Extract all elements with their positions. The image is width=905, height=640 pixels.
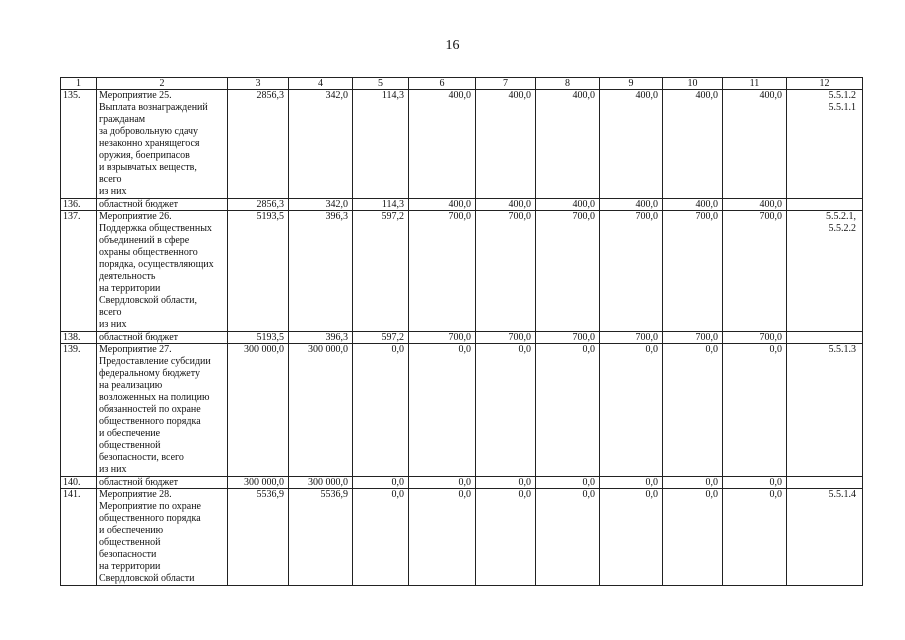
value-cell: 300 000,0 xyxy=(289,344,353,477)
value-cell: 700,0 xyxy=(663,211,723,332)
value-cell: 342,0 xyxy=(289,199,353,211)
value-cell: 0,0 xyxy=(663,489,723,586)
value-cell: 300 000,0 xyxy=(228,477,289,489)
column-header: 9 xyxy=(600,78,663,90)
value-cell: 396,3 xyxy=(289,332,353,344)
column-header: 3 xyxy=(228,78,289,90)
value-cell: 400,0 xyxy=(723,90,787,199)
column-header: 4 xyxy=(289,78,353,90)
table-row-subtotal xyxy=(61,477,863,489)
column-header: 7 xyxy=(476,78,536,90)
value-cell: 0,0 xyxy=(600,477,663,489)
row-number: 135. xyxy=(61,90,97,199)
value-cell: 342,0 xyxy=(289,90,353,199)
column-header: 8 xyxy=(536,78,600,90)
value-cell: 700,0 xyxy=(600,211,663,332)
value-cell: 396,3 xyxy=(289,211,353,332)
column-header: 6 xyxy=(409,78,476,90)
value-cell: 700,0 xyxy=(600,332,663,344)
value-cell: 700,0 xyxy=(476,332,536,344)
value-cell: 5536,9 xyxy=(289,489,353,586)
row-label: Мероприятие 25. Выплата вознаграждений гражданам за добровольную сдачу незаконно хранящегося оружия, боеприпасов и взрывчатых веществ, всего из них xyxy=(97,90,228,199)
row-label: областной бюджет xyxy=(97,332,228,344)
value-cell: 0,0 xyxy=(723,477,787,489)
value-cell: 0,0 xyxy=(663,344,723,477)
column-header: 12 xyxy=(787,78,863,90)
value-cell: 0,0 xyxy=(536,489,600,586)
value-cell: 0,0 xyxy=(409,477,476,489)
row-number: 139. xyxy=(61,344,97,477)
value-cell: 400,0 xyxy=(663,90,723,199)
value-cell: 400,0 xyxy=(536,90,600,199)
value-cell: 5193,5 xyxy=(228,211,289,332)
value-cell: 700,0 xyxy=(476,211,536,332)
value-cell: 0,0 xyxy=(663,477,723,489)
value-cell: 2856,3 xyxy=(228,199,289,211)
value-cell: 400,0 xyxy=(409,199,476,211)
value-cell: 0,0 xyxy=(600,344,663,477)
value-cell: 597,2 xyxy=(353,211,409,332)
program-code: 5.5.1.4 xyxy=(787,489,863,586)
program-code xyxy=(787,477,863,489)
header-row xyxy=(61,78,863,90)
value-cell: 5536,9 xyxy=(228,489,289,586)
value-cell: 5193,5 xyxy=(228,332,289,344)
value-cell: 300 000,0 xyxy=(228,344,289,477)
value-cell: 597,2 xyxy=(353,332,409,344)
program-code: 5.5.1.3 xyxy=(787,344,863,477)
value-cell: 0,0 xyxy=(409,344,476,477)
table-row-measure xyxy=(61,489,863,586)
value-cell: 114,3 xyxy=(353,199,409,211)
value-cell: 0,0 xyxy=(353,477,409,489)
value-cell: 700,0 xyxy=(409,211,476,332)
value-cell: 0,0 xyxy=(353,344,409,477)
value-cell: 700,0 xyxy=(536,211,600,332)
value-cell: 0,0 xyxy=(476,344,536,477)
row-number: 138. xyxy=(61,332,97,344)
row-number: 140. xyxy=(61,477,97,489)
row-number: 141. xyxy=(61,489,97,586)
value-cell: 0,0 xyxy=(409,489,476,586)
column-header: 11 xyxy=(723,78,787,90)
program-code xyxy=(787,199,863,211)
value-cell: 400,0 xyxy=(600,199,663,211)
value-cell: 0,0 xyxy=(536,344,600,477)
budget-table xyxy=(60,77,863,586)
column-header: 10 xyxy=(663,78,723,90)
row-label: областной бюджет xyxy=(97,477,228,489)
column-header: 2 xyxy=(97,78,228,90)
value-cell: 2856,3 xyxy=(228,90,289,199)
value-cell: 0,0 xyxy=(353,489,409,586)
table-row-subtotal xyxy=(61,199,863,211)
table-row-subtotal xyxy=(61,332,863,344)
value-cell: 700,0 xyxy=(723,332,787,344)
row-number: 136. xyxy=(61,199,97,211)
program-code: 5.5.2.1, 5.5.2.2 xyxy=(787,211,863,332)
value-cell: 0,0 xyxy=(476,477,536,489)
value-cell: 700,0 xyxy=(536,332,600,344)
row-number: 137. xyxy=(61,211,97,332)
table-row-measure xyxy=(61,344,863,477)
value-cell: 700,0 xyxy=(663,332,723,344)
value-cell: 400,0 xyxy=(476,199,536,211)
row-label: Мероприятие 28. Мероприятие по охране общественного порядка и обеспечению общественной безопасности на территории Свердловской области xyxy=(97,489,228,586)
value-cell: 700,0 xyxy=(723,211,787,332)
value-cell: 400,0 xyxy=(476,90,536,199)
row-label: Мероприятие 27. Предоставление субсидии федеральному бюджету на реализацию возложенных на полицию обязанностей по охране общественного порядка и обеспечение общественной безопасности, всего из них xyxy=(97,344,228,477)
value-cell: 0,0 xyxy=(723,344,787,477)
value-cell: 400,0 xyxy=(663,199,723,211)
column-header: 5 xyxy=(353,78,409,90)
column-header: 1 xyxy=(61,78,97,90)
value-cell: 400,0 xyxy=(723,199,787,211)
value-cell: 400,0 xyxy=(600,90,663,199)
table-row-measure xyxy=(61,90,863,199)
program-code: 5.5.1.2 5.5.1.1 xyxy=(787,90,863,199)
value-cell: 114,3 xyxy=(353,90,409,199)
value-cell: 0,0 xyxy=(536,477,600,489)
value-cell: 700,0 xyxy=(409,332,476,344)
program-code xyxy=(787,332,863,344)
value-cell: 300 000,0 xyxy=(289,477,353,489)
value-cell: 0,0 xyxy=(600,489,663,586)
value-cell: 0,0 xyxy=(723,489,787,586)
value-cell: 400,0 xyxy=(536,199,600,211)
row-label: областной бюджет xyxy=(97,199,228,211)
value-cell: 0,0 xyxy=(476,489,536,586)
row-label: Мероприятие 26. Поддержка общественных объединений в сфере охраны общественного порядка, осуществляющих деятельность на территории Свердловской области, всего из них xyxy=(97,211,228,332)
value-cell: 400,0 xyxy=(409,90,476,199)
table-row-measure xyxy=(61,211,863,332)
page-number: 16 xyxy=(445,38,460,53)
